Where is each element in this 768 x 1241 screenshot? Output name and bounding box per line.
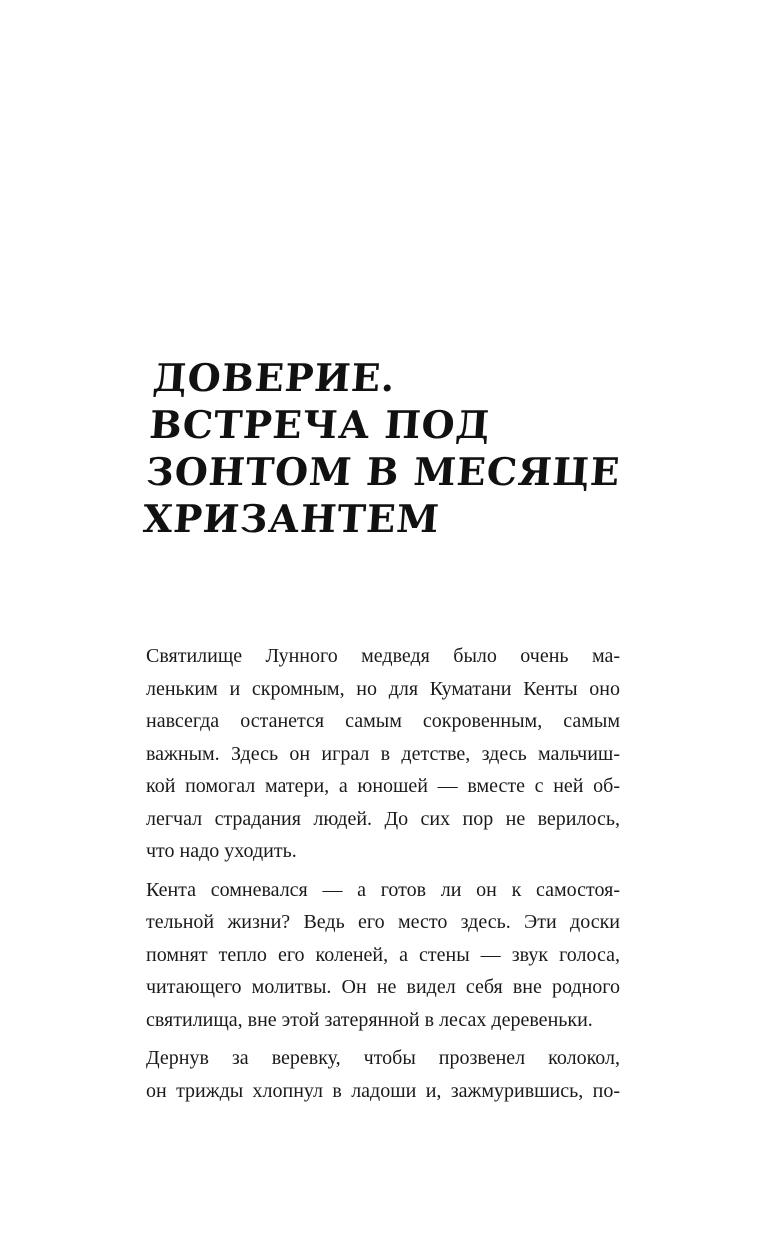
chapter-title-line: ХРИЗАНТЕМ xyxy=(141,496,442,541)
text-line: святилища, вне этой затерянной в лесах деревеньки. xyxy=(146,1008,593,1031)
text-line: леньким и скромным, но для Куматани Кенты оно xyxy=(146,677,620,700)
text-line: помнят тепло его коленей, а стены — звук голоса, xyxy=(146,943,620,966)
text-line: важным. Здесь он играл в детстве, здесь мальчиш- xyxy=(146,742,620,765)
text-line: Святилище Лунного медведя было очень ма- xyxy=(146,645,620,667)
body-text xyxy=(106,640,620,1113)
text-line: навсегда останется самым сокровенным, самым xyxy=(146,710,620,732)
chapter-title-line: ДОВЕРИЕ. xyxy=(151,355,398,400)
text-line: легчал страдания людей. До сих пор не верилось, xyxy=(146,807,620,830)
text-line: что надо уходить. xyxy=(146,840,297,862)
text-line: тельной жизни? Ведь его место здесь. Эти доски xyxy=(146,911,620,933)
chapter-title-line: ЗОНТОМ В МЕСЯЦЕ xyxy=(144,449,622,494)
text-line: Кента сомневался — а готов ли он к самостоя- xyxy=(146,878,620,901)
paragraph xyxy=(106,1042,620,1107)
paragraph xyxy=(106,640,620,868)
chapter-title-line: ВСТРЕЧА ПОД xyxy=(148,402,493,447)
paragraph xyxy=(106,874,620,1037)
text-line: кой помогал матери, а юношей — вместе с ней об- xyxy=(146,775,620,797)
text-line: Дернув за веревку, чтобы прозвенел колокол, xyxy=(146,1047,620,1069)
text-line: читающего молитвы. Он не видел себя вне родного xyxy=(146,976,620,998)
chapter-title xyxy=(141,354,634,542)
text-line: он трижды хлопнул в ладоши и, зажмурившись, по- xyxy=(146,1079,620,1102)
